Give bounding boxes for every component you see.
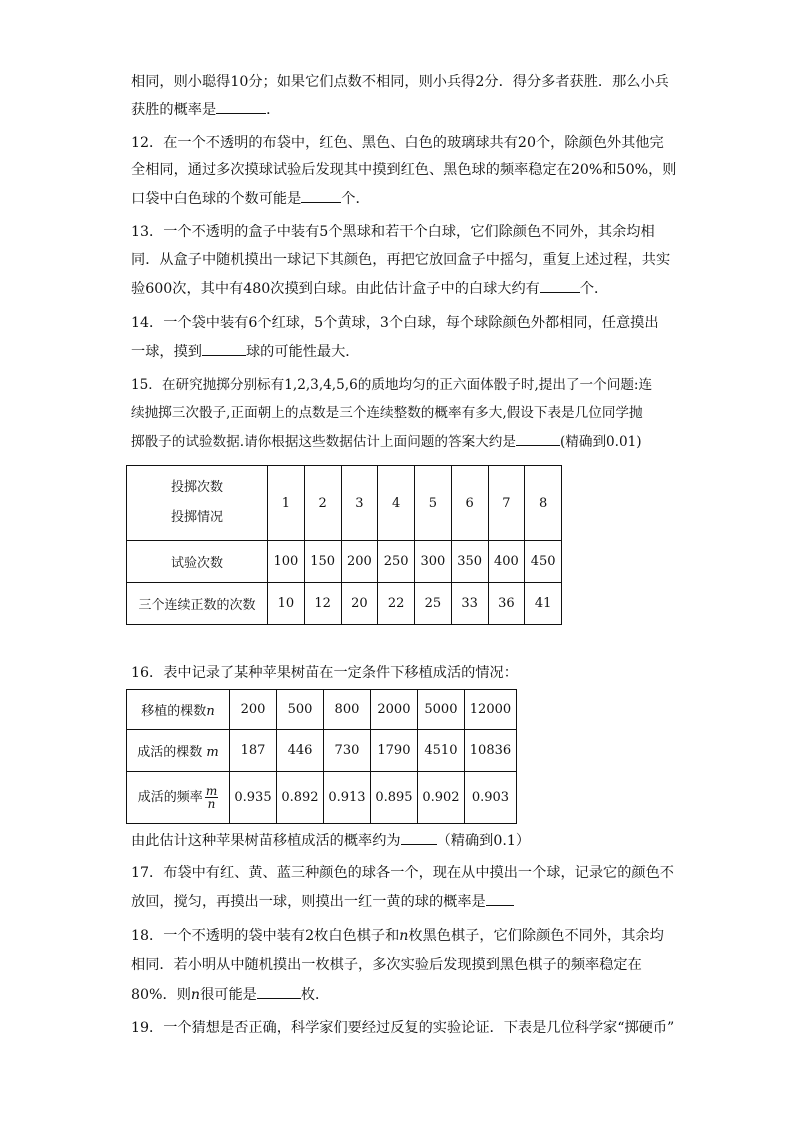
table-cell: 12000 — [464, 690, 516, 730]
text-line: 相同，则小聪得10分；如果它们点数不相同，则小兵得2分．得分多者获胜．那么小兵 — [131, 74, 669, 90]
table-cell: 350 — [451, 541, 488, 583]
table-cell: 2000 — [370, 690, 417, 730]
text-line: 获胜的概率是 ． — [131, 99, 280, 120]
header-cell: 4 — [378, 466, 415, 541]
table-row — [127, 772, 517, 824]
table-cell: 0.895 — [370, 772, 417, 824]
text-line: 验600次，其中有480次摸到白球。由此估计盒子中的白球大约有 个． — [131, 278, 608, 299]
header-cell: 1 — [268, 466, 305, 541]
header-cell: 5 — [415, 466, 452, 541]
answer-blank — [216, 99, 266, 114]
text-line: 掷骰子的试验数据.请你根据这些数据估计上面问题的答案大约是 (精确到0.01) — [131, 431, 642, 452]
table-cell: 20 — [341, 583, 378, 625]
table-cell: 0.902 — [417, 772, 464, 824]
table-cell: 0.913 — [323, 772, 370, 824]
table-cell: 0.892 — [276, 772, 323, 824]
table-cell: 5000 — [417, 690, 464, 730]
question-16: 16．表中记录了某种苹果树苗在一定条件下移植成活的情况： — [131, 665, 518, 681]
seedling-survival-table — [126, 689, 517, 824]
table-cell: 25 — [415, 583, 452, 625]
dice-experiment-table — [126, 465, 562, 625]
table-cell: 500 — [276, 690, 323, 730]
table-header-row — [127, 466, 562, 541]
table-cell: 12 — [304, 583, 341, 625]
row-label: 试验次数 — [127, 541, 268, 583]
table-cell: 10 — [268, 583, 305, 625]
text-line: 相同．若小明从中随机摸出一枚棋子，多次实验后发现摸到黑色棋子的频率稳定在 — [131, 957, 642, 973]
fraction-m-over-n: $\frac{m}{n}$ — [205, 784, 218, 811]
table-cell: 446 — [276, 730, 323, 772]
table-row — [127, 690, 517, 730]
question-12: 12．在一个不透明的布袋中，红色、黑色、白色的玻璃球共有20个，除颜色外其他完 — [131, 135, 664, 151]
header-cell: 投掷次数 投掷情况 — [127, 466, 268, 541]
table-cell: 250 — [378, 541, 415, 583]
table-cell: 300 — [415, 541, 452, 583]
answer-blank — [257, 984, 301, 999]
question-18: 18．一个不透明的袋中装有2枚白色棋子和n枚黑色棋子，它们除颜色不同外，其余均 — [131, 928, 664, 944]
question-14: 14．一个袋中装有6个红球，5个黄球，3个白球，每个球除颜色外都相同，任意摸出 — [131, 315, 659, 331]
question-17: 17．布袋中有红、黄、蓝三种颜色的球各一个，现在从中摸出一个球，记录它的颜色不 — [131, 865, 674, 881]
table-cell: 187 — [230, 730, 277, 772]
answer-blank — [516, 431, 560, 446]
header-cell: 6 — [451, 466, 488, 541]
text-line: 口袋中白色球的个数可能是 个． — [131, 188, 370, 209]
header-cell: 2 — [304, 466, 341, 541]
table-row — [127, 730, 517, 772]
table-cell: 36 — [488, 583, 525, 625]
answer-blank — [486, 891, 514, 906]
table-cell: 100 — [268, 541, 305, 583]
table-row — [127, 541, 562, 583]
question-15: 15．在研究抛掷分别标有1,2,3,4,5,6的质地均匀的正六面体骰子时,提出了一个问题:连 — [131, 377, 653, 393]
question-19: 19．一个猜想是否正确，科学家们要经过反复的实验论证．下表是几位科学家“掷硬币” — [131, 1020, 675, 1036]
table-cell: 800 — [323, 690, 370, 730]
table-cell: 200 — [341, 541, 378, 583]
table-cell: 150 — [304, 541, 341, 583]
table-row — [127, 583, 562, 625]
table-cell: 10836 — [464, 730, 516, 772]
answer-blank — [540, 278, 580, 293]
table-cell: 0.903 — [464, 772, 516, 824]
table-cell: 200 — [230, 690, 277, 730]
table-cell: 33 — [451, 583, 488, 625]
text-line: 同．从盒子中随机摸出一球记下其颜色，再把它放回盒子中摇匀，重复上述过程，共实 — [131, 252, 671, 268]
text-line: 放回，搅匀，再摸出一球，则摸出一红一黄的球的概率是 — [131, 891, 514, 912]
header-cell: 3 — [341, 466, 378, 541]
table-cell: 41 — [525, 583, 562, 625]
text-line: 全相同，通过多次摸球试验后发现其中摸到红色、黑色球的频率稳定在20%和50%，则 — [131, 162, 677, 178]
table-cell: 450 — [525, 541, 562, 583]
text-line: 一球，摸到 球的可能性最大． — [131, 341, 359, 362]
text-line: 续抛掷三次骰子,正面朝上的点数是三个连续整数的概率有多大,假设下表是几位同学抛 — [131, 405, 643, 421]
row-label: 成活的棵数 m — [127, 730, 230, 772]
table-cell: 400 — [488, 541, 525, 583]
answer-blank — [301, 188, 341, 203]
header-cell: 8 — [525, 466, 562, 541]
answer-blank — [401, 830, 437, 845]
row-label: 三个连续正数的次数 — [127, 583, 268, 625]
row-label: 移植的棵数n — [127, 690, 230, 730]
table-cell: 4510 — [417, 730, 464, 772]
text-line: 80%．则n很可能是 枚． — [131, 984, 329, 1005]
table-cell: 730 — [323, 730, 370, 772]
table-cell: 22 — [378, 583, 415, 625]
question-13: 13．一个不透明的盒子中装有5个黑球和若干个白球，它们除颜色不同外，其余均相 — [131, 224, 655, 240]
answer-blank — [202, 341, 246, 356]
table-cell: 0.935 — [230, 772, 277, 824]
text-line: 由此估计这种苹果树苗移植成活的概率约为 （精确到0.1） — [131, 830, 530, 851]
header-cell: 7 — [488, 466, 525, 541]
table-cell: 1790 — [370, 730, 417, 772]
row-label: 成活的频率 $\frac{m}{n}$ — [127, 772, 230, 824]
